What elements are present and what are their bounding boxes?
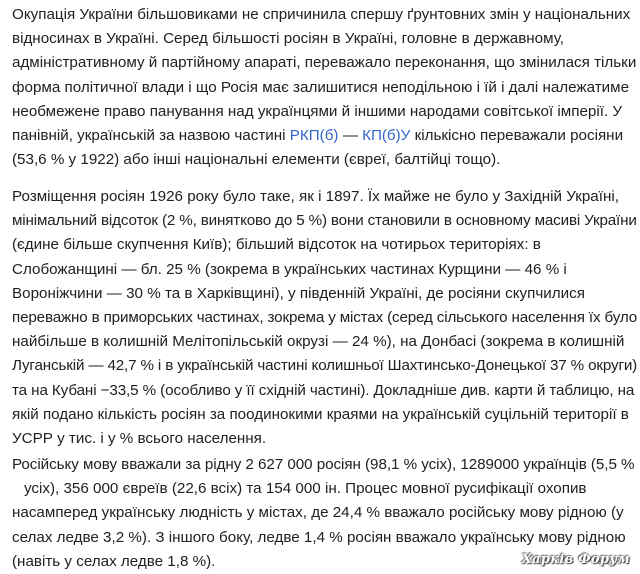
text-line: Розміщення росіян 1926 року було таке, як і 1897. Їх майже не було у Західній Україні, — [12, 188, 619, 205]
text-line: Слобожанщині — бл. 25 % (зокрема в українських частинах Курщини — 46 % і — [12, 260, 567, 278]
link-kpbu[interactable]: КП(б)У — [362, 127, 411, 145]
text-line: (навіть у селах ледве 1,8 %). — [12, 552, 216, 570]
text-fragment: кількісно переважали росіяни — [410, 127, 624, 145]
text-line: (53,6 % у 1922) або інші національні елементи (євреї, балтійці тощо). — [12, 151, 501, 169]
text-line: форма політичної влади і що Росія має залишитися неподільною і їй і далі належатиме — [12, 78, 630, 96]
text-fragment: — — [338, 127, 363, 145]
text-line: селах ледве 3,2 %). З іншого боку, ледве 1,4 % росіян вважало українську мову рідною — [12, 528, 626, 546]
link-rkpb[interactable]: РКП(б) — [289, 127, 339, 145]
text-fragment: панівній, українській за назвою частині — [12, 127, 290, 145]
text-line: Луганській — 42,7 % і в українській частині колишньої Шахтинсько-Донецької 37 % округи) — [12, 357, 638, 375]
text-line: (єдине більше скупчення Київ); більший відсоток на чотирьох територіях: в — [12, 236, 541, 254]
text-line: Російську мову вважали за рідну 2 627 000 росіян (98,1 % усіх), 1289000 українців (5,5 % — [12, 456, 635, 473]
text-line: відносинах в Україні. Серед більшості росіян в Україні, головне в державному, — [12, 30, 565, 48]
text-line: переважно в приморських частинах, зокрема у містах (серед сільського населення їх було — [12, 309, 638, 327]
text-line: та на Кубані −33,5 % (особливо у її східній частині). Докладніше див. карти й таблицю, на — [12, 381, 635, 399]
text-line: необмежене право панування над українцями й іншими народами совітської імперії. У — [12, 102, 623, 120]
text-line: найбільше в колишній Мелітопільській окрузі — 24 %), на Донбасі (зокрема в колишній — [12, 333, 625, 351]
text-line: насамперед українську людність у містах, де 24,4 % вважало російську мову рідною (у — [12, 504, 624, 522]
text-line-with-links — [12, 124, 638, 148]
text-line: мінімальний відсоток (2 %, винятково до 5 %) вони становили в основному масиві України — [12, 212, 637, 230]
text-line: Окупація України більшовиками не спричинила спершу ґрунтовних змін у національних — [12, 6, 631, 23]
text-line: адміністративному й партійному апараті, переважало переконання, що змінилася тільки — [12, 54, 637, 72]
forum-watermark: Харків Форум — [521, 552, 630, 567]
paragraph-distribution — [12, 185, 638, 451]
text-line: Вороніжчини — 30 % та в Харківщині), у південній Україні, де росіяни скупчилися — [12, 284, 585, 302]
text-line: якій подано кількість росіян за поодинокими краями на українській суцільній території в — [12, 405, 629, 423]
paragraph-occupation — [12, 3, 638, 172]
text-line: УСРР у тис. і у % всього населення. — [12, 430, 267, 448]
text-line: усіх), 356 000 євреїв (22,6 всіх) та 154 000 ін. Процес мовної русифікації охопив — [24, 480, 587, 498]
